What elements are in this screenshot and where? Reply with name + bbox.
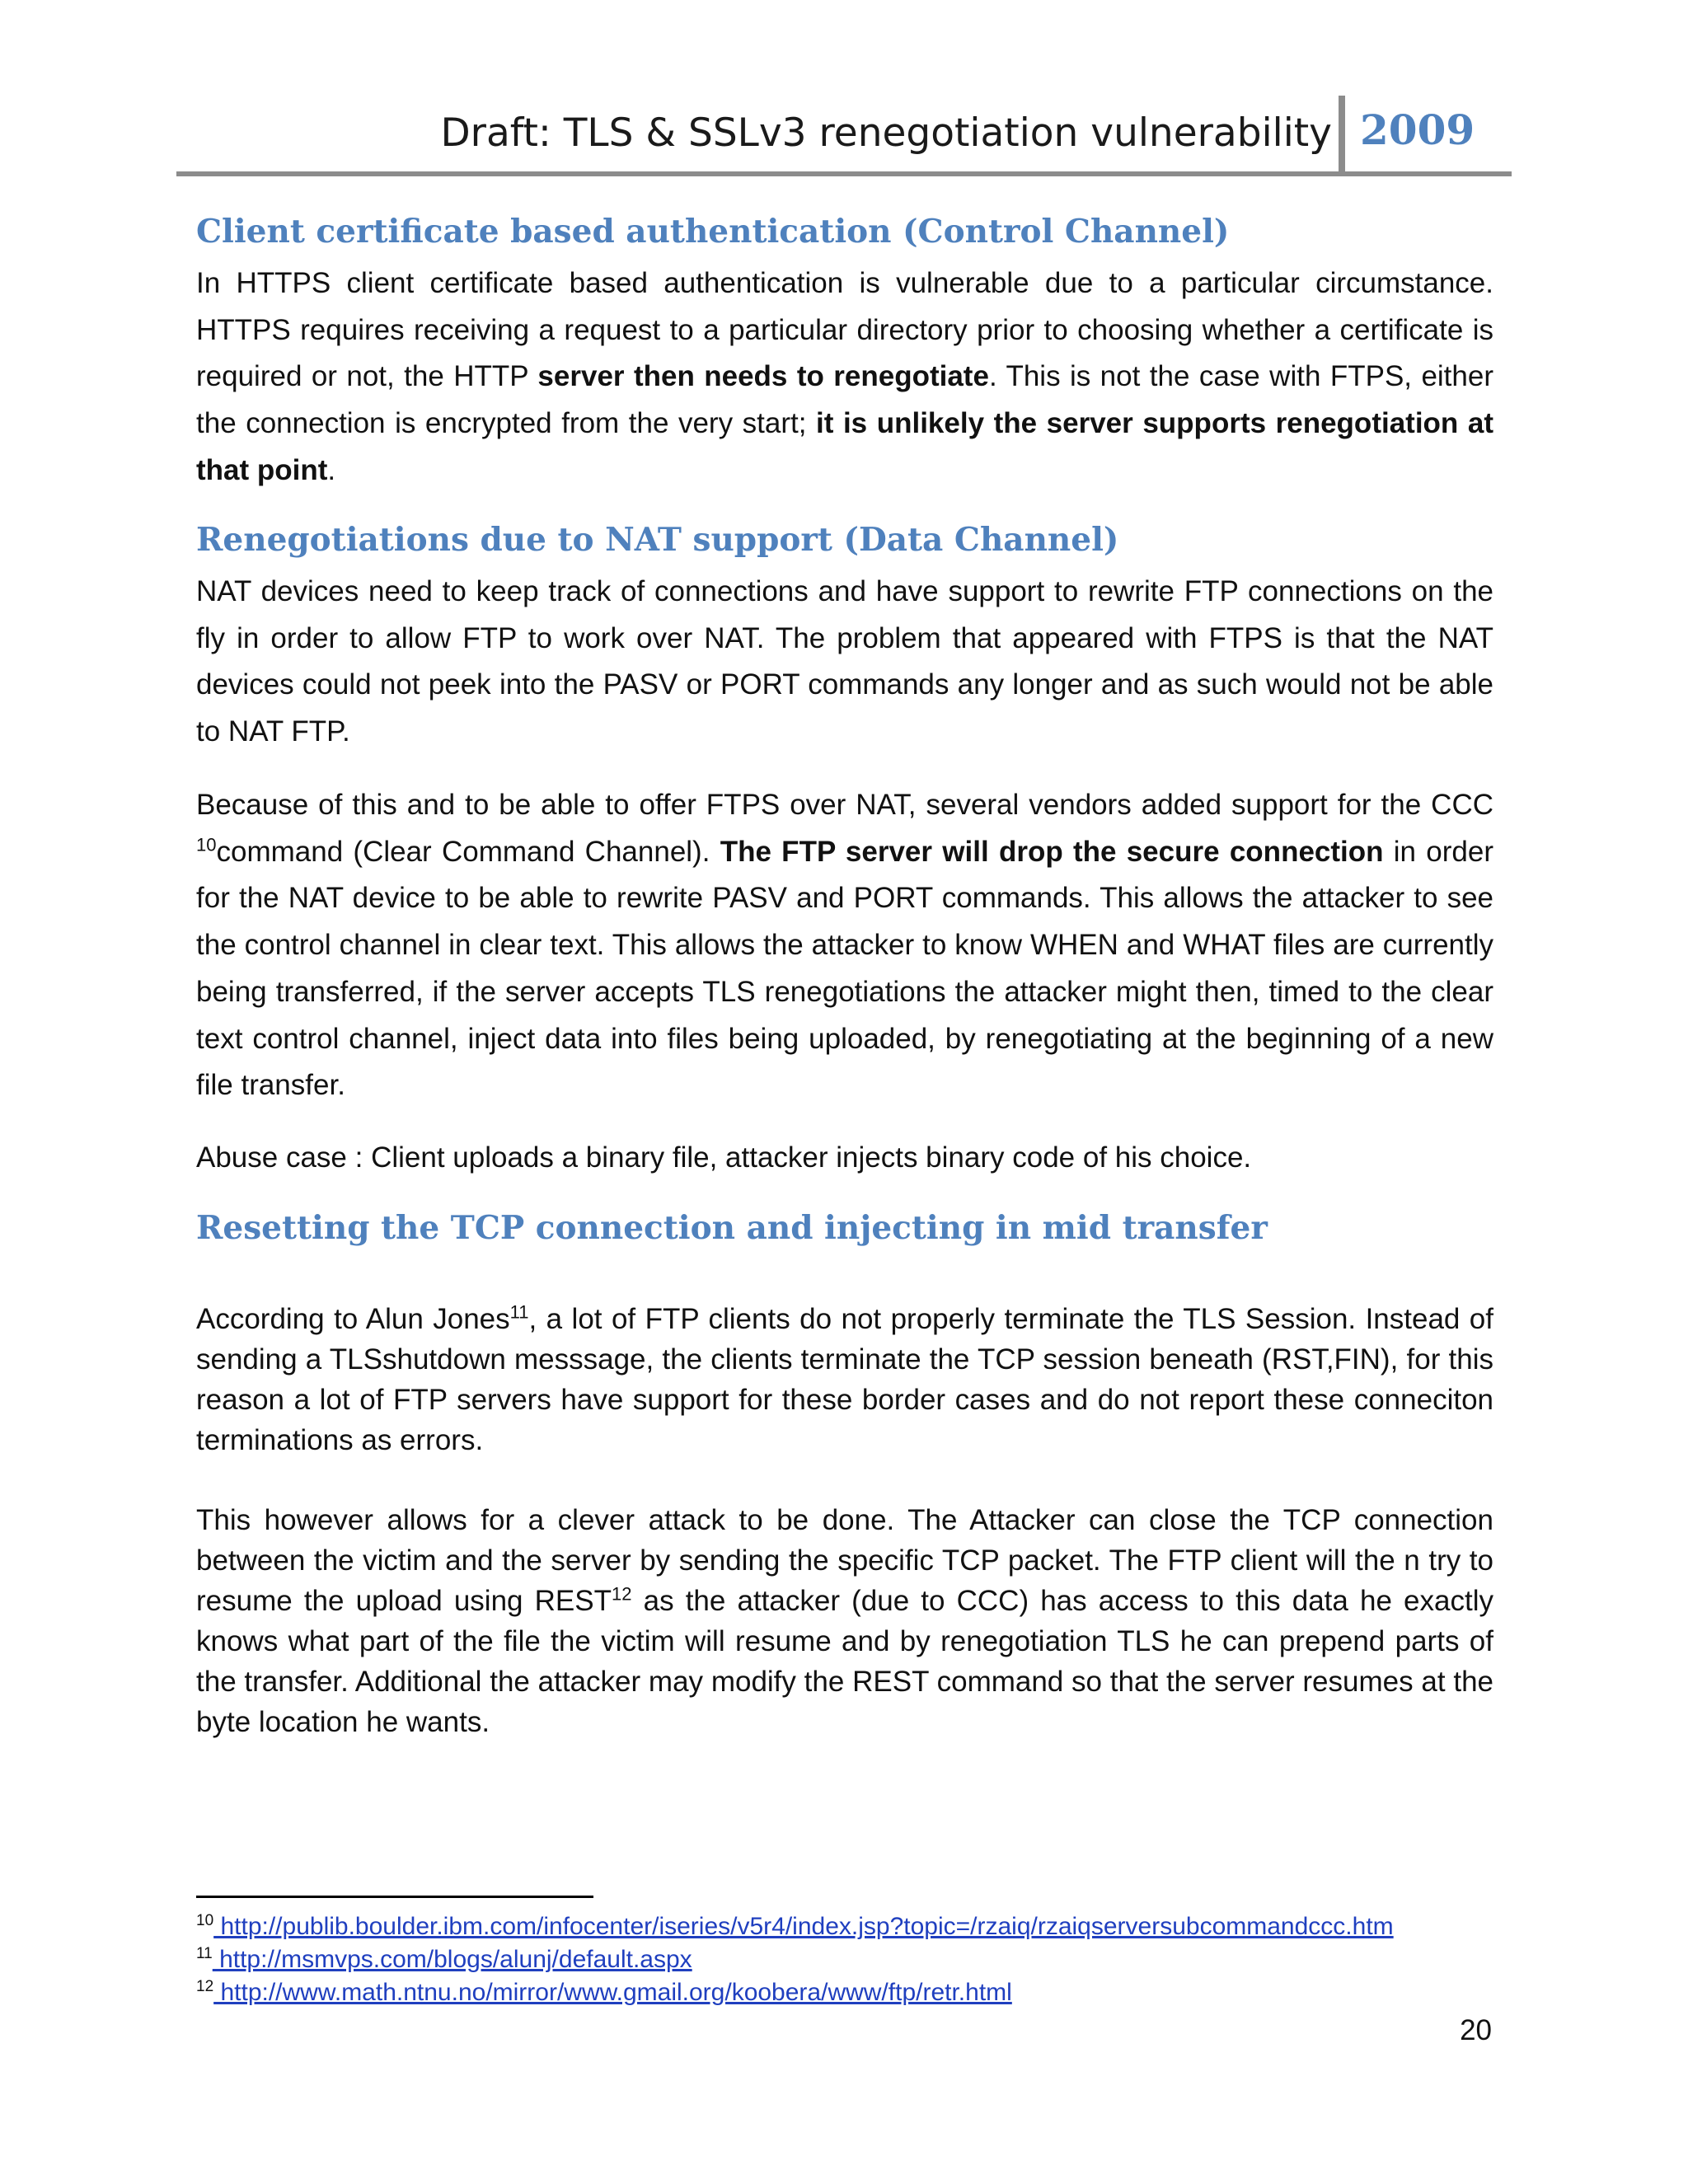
- footnote-12: [196, 1976, 1012, 2009]
- footnote-number: 11: [196, 1945, 213, 1962]
- header-rule: [176, 171, 1512, 176]
- footnote-link-10[interactable]: http://publib.boulder.ibm.com/infocenter/iseries/v5r4/index.jsp?topic=/rzaiq/rzaiqserversubcommandccc.htm: [213, 1913, 1394, 1940]
- footnote-ref-12[interactable]: 12: [612, 1583, 632, 1605]
- header-year: 2009: [1360, 105, 1475, 154]
- page-header: [176, 96, 1512, 178]
- page-number: 20: [1460, 2014, 1492, 2046]
- footnote-separator: [196, 1896, 593, 1898]
- section-heading-tcp-reset: Resetting the TCP connection and injecting in mid transfer: [196, 1209, 1268, 1247]
- paragraph-alun-jones: According to Alun Jones$^{11}$, a lot of FTP clients do not properly terminate the TLS Session. Instead of sending a TLSshutdown messsage, the clients terminate the TCP session beneath (RST,FIN), for this reason a lot of FTP servers have support for these border cases and do not report these conneciton terminations as errors.: [196, 1301, 1494, 1456]
- header-title: Draft: TLS & SSLv3 renegotiation vulnerability: [440, 110, 1332, 156]
- footnote-number: 10: [196, 1912, 214, 1929]
- footnote-ref-10[interactable]: 10: [196, 834, 217, 855]
- footnote-number: 12: [196, 1978, 214, 1995]
- footnote-link-11[interactable]: http://msmvps.com/blogs/alunj/default.aspx: [212, 1946, 692, 1973]
- paragraph-client-cert: In HTTPS client certificate based authentication is vulnerable due to a particular circumstance. HTTPS requires receiving a request to a particular directory prior to choosing whether a certificate is required or not, the HTTP server then needs to renegotiate. This is not the case with FTPS, either the connection is encrypted from the very start; it is unlikely the server supports renegotiation at that point.: [196, 267, 1493, 486]
- paragraph-abuse-case: Abuse case : Client uploads a binary file, attacker injects binary code of his choice.: [196, 1141, 1252, 1174]
- footnote-10: [196, 1910, 1394, 1943]
- footnote-11: [196, 1943, 692, 1976]
- footnote-ref-11[interactable]: 11: [509, 1301, 529, 1323]
- paragraph-ccc: Because of this and to be able to offer FTPS over NAT, several vendors added support for the CCC $^{10}$command (Clear Command Channel). The FTP server will drop the secure connection in order for the NAT device to be able to rewrite PASV and PORT commands. This allows the attacker to see the control channel in clear text. This allows the attacker to know WHEN and WHAT files are currently being transferred, if the server accepts TLS renegotiations the attacker might then, timed to the clear text control channel, inject data into files being uploaded, by renegotiating at the beginning of a new file transfer.: [196, 789, 1493, 1102]
- section-heading-nat: Renegotiations due to NAT support (Data Channel): [196, 521, 1119, 559]
- section-heading-client-cert: Client certificate based authentication (Control Channel): [196, 213, 1230, 251]
- paragraph-clever-attack: This however allows for a clever attack to be done. The Attacker can close the TCP connection between the victim and the server by sending the specific TCP packet. The FTP client will the n try to resume the upload using REST$^{12}$ as the attacker (due to CCC) has access to this data he exactly knows what part of the file the victim will resume and by renegotiation TLS he can prepend parts of the transfer. Additional the attacker may modify the REST command so that the server resumes at the byte location he wants.: [196, 1504, 1493, 1738]
- header-divider: [1339, 96, 1345, 175]
- footnote-link-12[interactable]: http://www.math.ntnu.no/mirror/www.gmail.org/koobera/www/ftp/retr.html: [213, 1979, 1012, 2006]
- paragraph-nat-devices: NAT devices need to keep track of connections and have support to rewrite FTP connections on the fly in order to allow FTP to work over NAT. The problem that appeared with FTPS is that the NAT devices could not peek into the PASV or PORT commands any longer and as such would not be able to NAT FTP.: [196, 575, 1493, 748]
